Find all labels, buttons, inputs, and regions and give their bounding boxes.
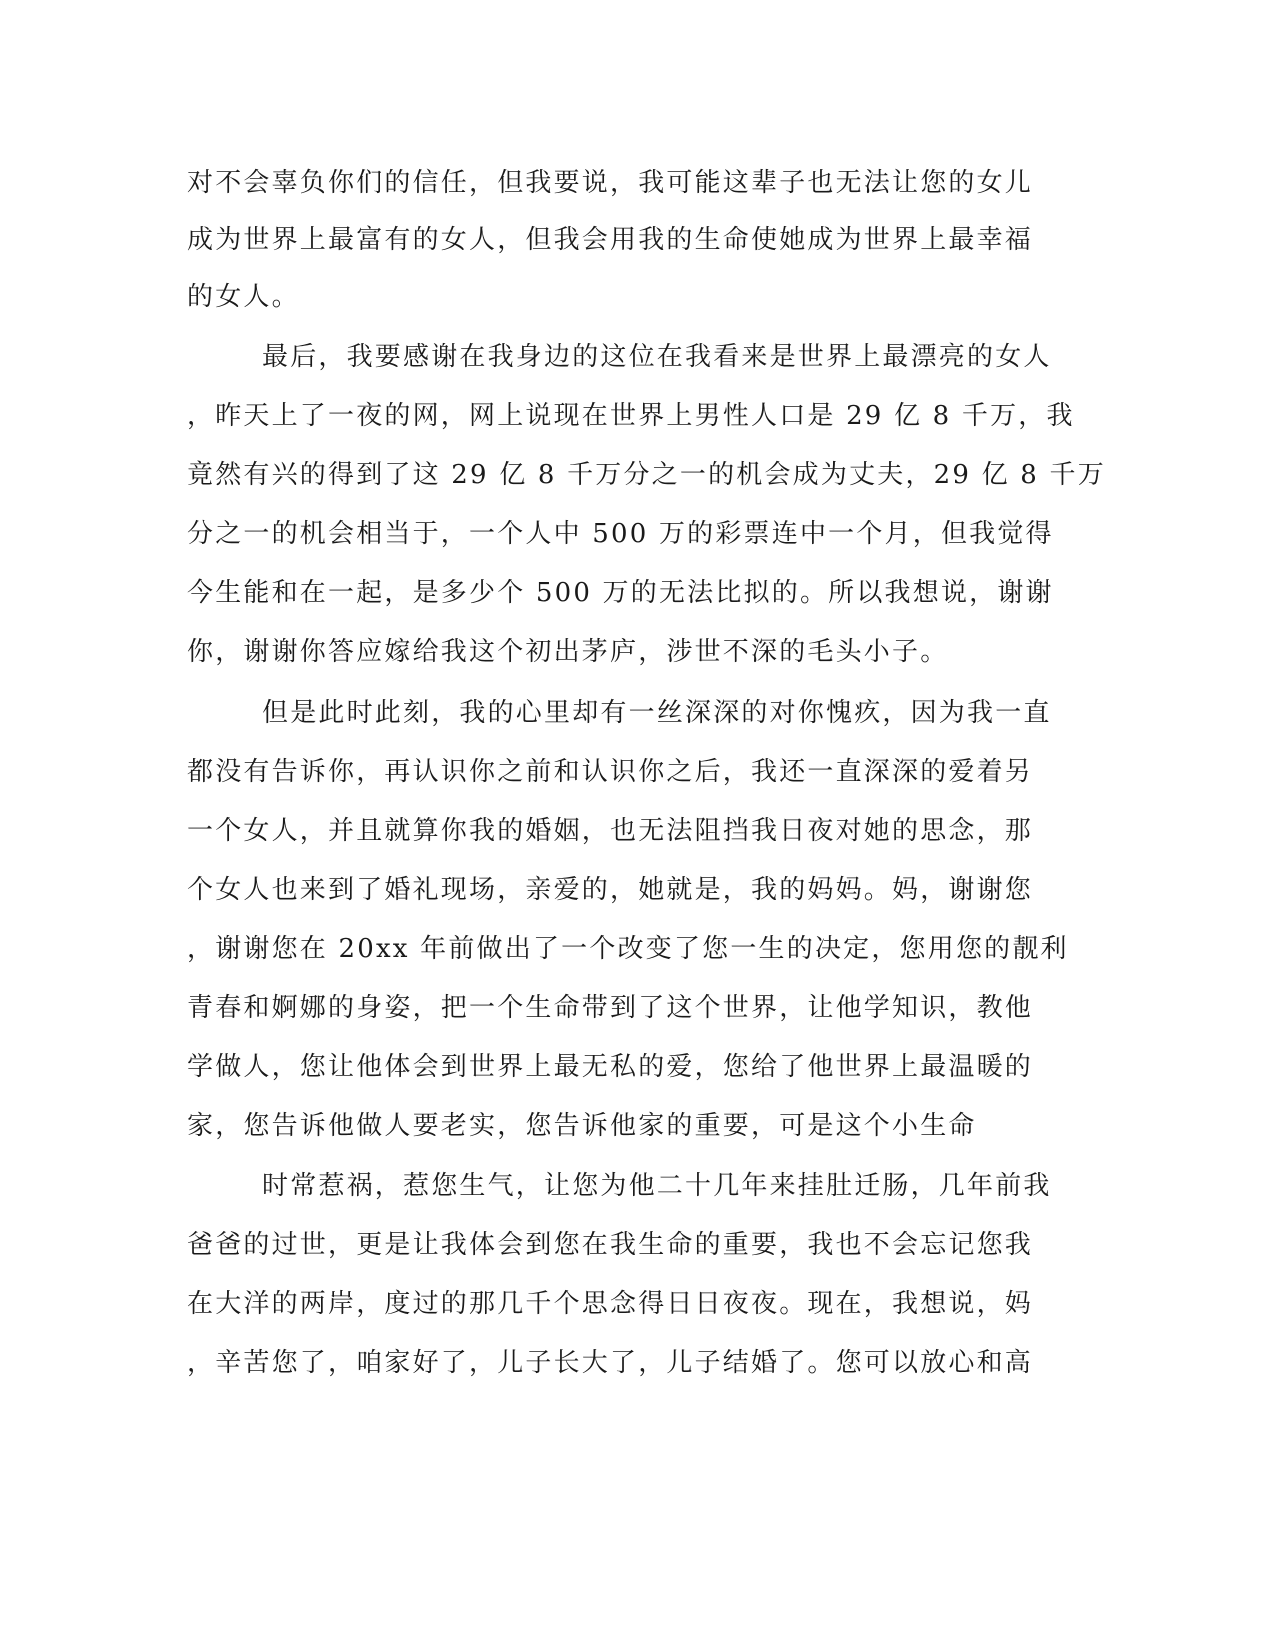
- text-line: 对不会辜负你们的信任，但我要说，我可能这辈子也无法让您的女儿: [187, 168, 1034, 198]
- text-line: 在大洋的两岸，度过的那几千个思念得日日夜夜。现在，我想说，妈: [187, 1289, 1034, 1319]
- text-line: 今生能和在一起，是多少个 500 万的无法比拟的。所以我想说，谢谢: [187, 578, 1054, 608]
- text-line: 青春和婀娜的身姿，把一个生命带到了这个世界，让他学知识，教他: [187, 993, 1034, 1023]
- text-line: 分之一的机会相当于，一个人中 500 万的彩票连中一个月，但我觉得: [187, 519, 1054, 549]
- text-line: 一个女人，并且就算你我的婚姻，也无法阻挡我日夜对她的思念，那: [187, 816, 1034, 846]
- paragraph-first-line: 时常惹祸，惹您生气，让您为他二十几年来挂肚迁肠，几年前我: [262, 1171, 1052, 1201]
- text-line: 爸爸的过世，更是让我体会到您在我生命的重要，我也不会忘记您我: [187, 1230, 1034, 1260]
- paragraph-first-line: 最后，我要感谢在我身边的这位在我看来是世界上最漂亮的女人: [262, 342, 1052, 372]
- text-line: 个女人也来到了婚礼现场，亲爱的，她就是，我的妈妈。妈，谢谢您: [187, 875, 1034, 905]
- text-line: 成为世界上最富有的女人，但我会用我的生命使她成为世界上最幸福: [187, 225, 1034, 255]
- text-line: 学做人，您让他体会到世界上最无私的爱，您给了他世界上最温暖的: [187, 1052, 1034, 1082]
- paragraph-first-line: 但是此时此刻，我的心里却有一丝深深的对你愧疚，因为我一直: [262, 698, 1052, 728]
- text-line: ，辛苦您了，咱家好了，儿子长大了，儿子结婚了。您可以放心和高: [187, 1348, 1034, 1378]
- text-line: ，昨天上了一夜的网，网上说现在世界上男性人口是 29 亿 8 千万，我: [187, 401, 1075, 431]
- text-line: ，谢谢您在 20xx 年前做出了一个改变了您一生的决定，您用您的靓利: [187, 934, 1069, 964]
- text-line: 家，您告诉他做人要老实，您告诉他家的重要，可是这个小生命: [187, 1111, 977, 1141]
- text-line: 都没有告诉你，再认识你之前和认识你之后，我还一直深深的爱着另: [187, 757, 1034, 787]
- text-line: 你，谢谢你答应嫁给我这个初出茅庐，涉世不深的毛头小子。: [187, 637, 949, 667]
- text-line: 竟然有兴的得到了这 29 亿 8 千万分之一的机会成为丈夫，29 亿 8 千万: [187, 460, 1106, 490]
- text-line: 的女人。: [187, 282, 300, 312]
